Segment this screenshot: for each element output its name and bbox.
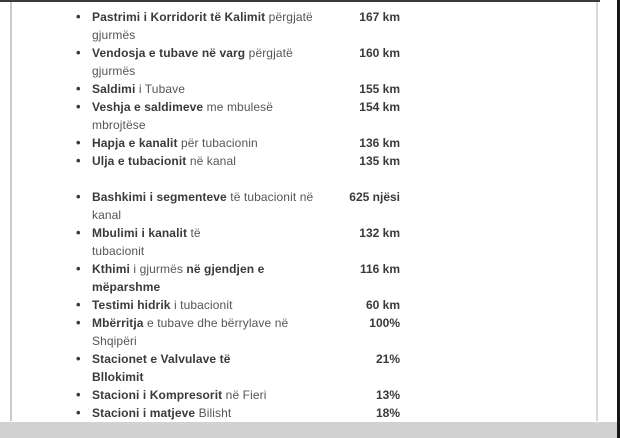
progress-row bbox=[0, 188, 596, 224]
progress-row bbox=[0, 152, 596, 170]
progress-text-segment: Testimi hidrik bbox=[92, 298, 171, 312]
progress-row bbox=[0, 260, 596, 296]
bullet-icon: • bbox=[76, 135, 81, 150]
progress-row bbox=[0, 44, 596, 80]
progress-text-segment: i Tubave bbox=[135, 82, 185, 96]
progress-text-segment: Veshja e saldimeve bbox=[92, 100, 204, 114]
progress-text bbox=[92, 44, 342, 80]
progress-text-segment: në kanal bbox=[186, 154, 236, 168]
progress-text-segment: mbrojtëse bbox=[92, 118, 146, 132]
progress-row bbox=[0, 314, 596, 350]
progress-text bbox=[92, 80, 342, 98]
bullet-icon: • bbox=[76, 261, 81, 276]
progress-text-segment: Hapja e kanalit bbox=[92, 136, 178, 150]
progress-text-segment: gjurmës bbox=[92, 64, 136, 78]
progress-row bbox=[0, 350, 596, 386]
progress-lists bbox=[0, 8, 596, 422]
progress-text bbox=[92, 98, 342, 134]
progress-text bbox=[92, 8, 342, 44]
table-top-border bbox=[0, 0, 600, 2]
progress-text-segment: kanal bbox=[92, 208, 122, 222]
bullet-icon: • bbox=[76, 297, 81, 312]
bullet-icon: • bbox=[76, 45, 81, 60]
progress-value: 135 km bbox=[359, 154, 400, 168]
progress-text-segment: të tubacionit në bbox=[226, 190, 314, 204]
progress-row bbox=[0, 224, 596, 260]
progress-text bbox=[92, 134, 342, 152]
progress-text-segment: në gjendjen e bbox=[186, 262, 265, 276]
progress-value: 155 km bbox=[359, 82, 400, 96]
progress-text bbox=[92, 224, 342, 260]
progress-row bbox=[0, 296, 596, 314]
progress-text-segment: Mbërritja bbox=[92, 316, 144, 330]
progress-text-segment: Saldimi bbox=[92, 82, 136, 96]
bullet-icon: • bbox=[76, 9, 81, 24]
progress-text-segment: i tubacionit bbox=[170, 298, 233, 312]
progress-value: 167 km bbox=[359, 10, 400, 24]
bullet-icon: • bbox=[76, 315, 81, 330]
progress-text-segment: Pastrimi i Korridorit të Kalimit bbox=[92, 10, 266, 24]
progress-row bbox=[0, 8, 596, 44]
progress-text-segment: përgjatë bbox=[265, 10, 313, 24]
progress-text bbox=[92, 314, 342, 350]
bullet-icon: • bbox=[76, 387, 81, 402]
progress-text-segment: me mbulesë bbox=[203, 100, 274, 114]
progress-text-segment: mëparshme bbox=[92, 280, 161, 294]
progress-text-segment: përgjatë bbox=[245, 46, 293, 60]
page-bottom-strip bbox=[0, 422, 617, 438]
progress-text-segment: Mbulimi i kanalit bbox=[92, 226, 188, 240]
progress-text bbox=[92, 350, 342, 386]
progress-value: 132 km bbox=[359, 226, 400, 240]
progress-value: 154 km bbox=[359, 100, 400, 114]
progress-value: 116 km bbox=[359, 262, 400, 276]
progress-row bbox=[0, 134, 596, 152]
progress-text-segment: për tubacionin bbox=[177, 136, 258, 150]
progress-text bbox=[92, 152, 342, 170]
bullet-icon: • bbox=[76, 405, 81, 420]
progress-text-segment: Bllokimit bbox=[92, 370, 144, 384]
table-column-divider bbox=[596, 2, 598, 421]
progress-row bbox=[0, 386, 596, 404]
progress-row bbox=[0, 80, 596, 98]
progress-text-segment: Bashkimi i segmenteve bbox=[92, 190, 227, 204]
progress-text-segment: Stacioni i Kompresorit bbox=[92, 388, 223, 402]
progress-text bbox=[92, 404, 342, 422]
progress-text-segment: Bilisht bbox=[195, 406, 232, 420]
progress-text-segment: gjurmës bbox=[92, 28, 136, 42]
bullet-icon: • bbox=[76, 351, 81, 366]
progress-list bbox=[0, 188, 596, 422]
progress-value: 13% bbox=[375, 388, 400, 402]
progress-text bbox=[92, 188, 342, 224]
progress-value: 18% bbox=[375, 406, 400, 420]
progress-text-segment: në Fieri bbox=[222, 388, 267, 402]
progress-text-segment: i gjurmës bbox=[129, 262, 187, 276]
progress-text-segment: Kthimi bbox=[92, 262, 130, 276]
progress-text-segment: Stacioni i matjeve bbox=[92, 406, 196, 420]
progress-text-segment: Vendosja e tubave në varg bbox=[92, 46, 246, 60]
progress-text-segment: të bbox=[187, 226, 201, 240]
bullet-icon: • bbox=[76, 153, 81, 168]
progress-value: 60 km bbox=[365, 298, 400, 312]
progress-text bbox=[92, 296, 342, 314]
progress-text bbox=[92, 260, 342, 296]
progress-row bbox=[0, 98, 596, 134]
progress-text-segment: Stacionet e Valvulave të bbox=[92, 352, 231, 366]
progress-value: 160 km bbox=[359, 46, 400, 60]
progress-value: 100% bbox=[369, 316, 400, 330]
bullet-icon: • bbox=[76, 225, 81, 240]
progress-text-segment: e tubave dhe bërrylave në bbox=[143, 316, 289, 330]
bullet-icon: • bbox=[76, 189, 81, 204]
progress-text-segment: Ulja e tubacionit bbox=[92, 154, 187, 168]
bullet-icon: • bbox=[76, 99, 81, 114]
bullet-icon: • bbox=[76, 81, 81, 96]
progress-value: 136 km bbox=[359, 136, 400, 150]
progress-value: 21% bbox=[375, 352, 400, 366]
progress-value: 625 njësi bbox=[349, 190, 400, 204]
progress-text-segment: tubacionit bbox=[92, 244, 145, 258]
progress-text bbox=[92, 386, 342, 404]
progress-text-segment: Shqipëri bbox=[92, 334, 137, 348]
progress-row bbox=[0, 404, 596, 422]
progress-list bbox=[0, 8, 596, 170]
